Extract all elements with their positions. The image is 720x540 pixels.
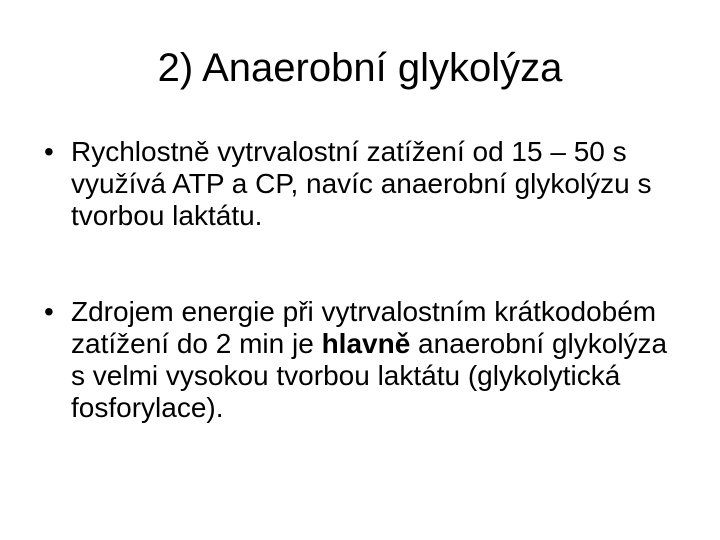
bullet-text: Rychlostně vytrvalostní zatížení od 15 – 50 s využívá ATP a CP, navíc anaerobní glykolýzu s tvorbou laktátu. xyxy=(71,136,652,231)
bullet-marker: • xyxy=(44,296,54,327)
slide-title: 2) Anaerobní glykolýza xyxy=(157,46,563,90)
bullet-list xyxy=(44,136,684,424)
bullet-item-1 xyxy=(44,136,684,232)
bullet-marker: • xyxy=(44,136,54,167)
bullet-text-after: anaerobní glykolýza s velmi vysokou tvorbou laktátu (glykolytická fosforylace). xyxy=(71,328,668,423)
bullet-item-2 xyxy=(44,296,684,424)
bullet-text-emphasis: hlavně xyxy=(321,328,411,359)
bullet-text-before: Zdrojem energie při vytrvalostním krátkodobém zatížení do 2 min je xyxy=(71,296,657,359)
